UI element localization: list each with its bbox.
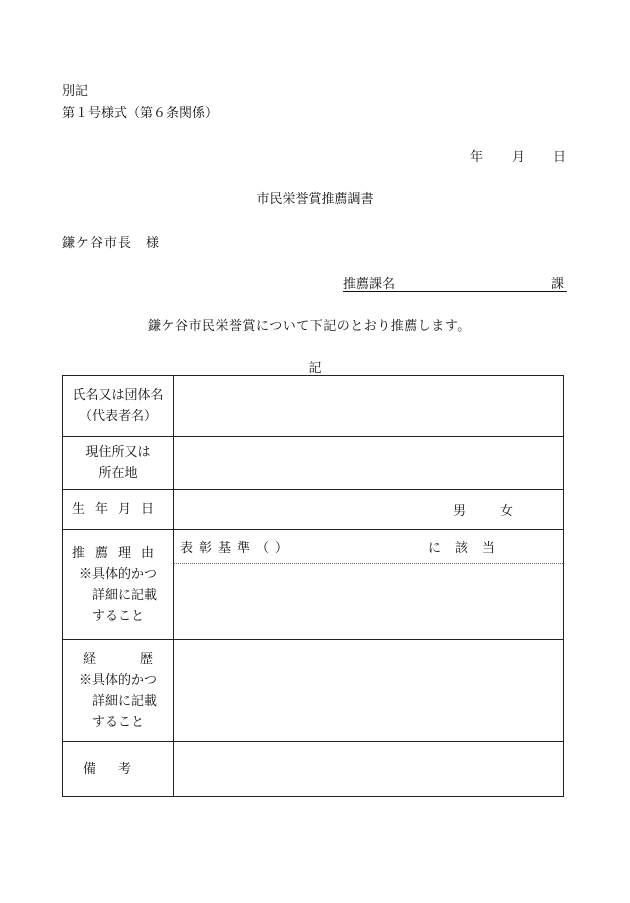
career-label-cell xyxy=(63,640,174,742)
address-label-2: 所在地 xyxy=(98,466,138,481)
award-criteria-close: ） xyxy=(275,541,295,556)
department-label: 推薦課名 xyxy=(343,277,396,292)
table-row-address xyxy=(63,437,564,490)
reason-note xyxy=(79,564,157,627)
table-row-remarks xyxy=(63,742,564,797)
name-label-cell xyxy=(63,376,174,437)
reason-label-cell xyxy=(63,530,174,640)
career-note-line-3: すること xyxy=(91,714,144,730)
name-input-cell[interactable] xyxy=(174,376,564,437)
table-row-reason xyxy=(63,530,564,640)
addressee xyxy=(62,232,159,251)
ki-heading: 記 xyxy=(308,361,322,376)
birthdate-label-cell xyxy=(63,490,174,530)
department-suffix: 課 xyxy=(550,277,564,292)
reason-note-line-2: 詳細に記載 xyxy=(91,587,157,603)
recommending-department-field[interactable] xyxy=(343,273,567,292)
address-label-1: 現住所又は xyxy=(85,445,151,460)
remarks-input-cell[interactable] xyxy=(174,742,564,797)
remarks-label: 備考 xyxy=(82,761,153,777)
career-label-char-2: 歴 xyxy=(140,651,154,667)
award-criteria-prefix: 表彰基準（ xyxy=(180,541,276,556)
sex-selector xyxy=(174,500,563,519)
career-label xyxy=(63,649,173,670)
reason-note-line-3: すること xyxy=(91,608,144,624)
criteria-applicable-label: に該当 xyxy=(428,541,510,556)
sex-male-option[interactable]: 男 xyxy=(452,504,466,519)
reason-note-line-1: ※具体的かつ xyxy=(78,566,157,582)
reason-input-cell[interactable] xyxy=(174,530,564,640)
date-month-label: 月 xyxy=(512,150,526,165)
career-note xyxy=(79,670,157,733)
birthdate-label: 生年月日 xyxy=(71,502,164,517)
representative-label: （代表者名） xyxy=(78,409,157,424)
birthdate-input-cell[interactable] xyxy=(174,490,564,530)
form-annex-label: 別記 xyxy=(62,84,89,99)
address-label-cell xyxy=(63,437,174,490)
award-criteria-line xyxy=(174,530,563,564)
career-note-line-2: 詳細に記載 xyxy=(91,693,157,709)
name-label: 氏名又は団体名 xyxy=(72,388,164,403)
reason-label: 推薦理由 xyxy=(71,545,164,561)
document-title: 市民栄誉賞推薦調書 xyxy=(256,192,374,207)
career-input-cell[interactable] xyxy=(174,640,564,742)
address-input-cell[interactable] xyxy=(174,437,564,490)
table-row-name xyxy=(63,376,564,437)
form-number-label: 第１号様式（第６条関係） xyxy=(62,106,219,121)
recommendation-statement: 鎌ケ谷市民栄誉賞について下記のとおり推薦します。 xyxy=(148,319,471,334)
date-year-label: 年 xyxy=(470,150,484,165)
career-label-char-1: 経 xyxy=(82,651,96,667)
date-day-label: 日 xyxy=(553,150,567,165)
award-criteria-label xyxy=(180,537,294,556)
addressee-name: 鎌ケ谷市長 xyxy=(62,236,133,251)
table-row-birthdate xyxy=(63,490,564,530)
sex-female-option[interactable]: 女 xyxy=(499,504,513,519)
career-note-line-1: ※具体的かつ xyxy=(78,672,157,688)
table-row-career xyxy=(63,640,564,742)
recommendation-form-table xyxy=(62,375,564,797)
addressee-honorific: 様 xyxy=(146,236,160,251)
remarks-label-cell xyxy=(63,742,174,797)
